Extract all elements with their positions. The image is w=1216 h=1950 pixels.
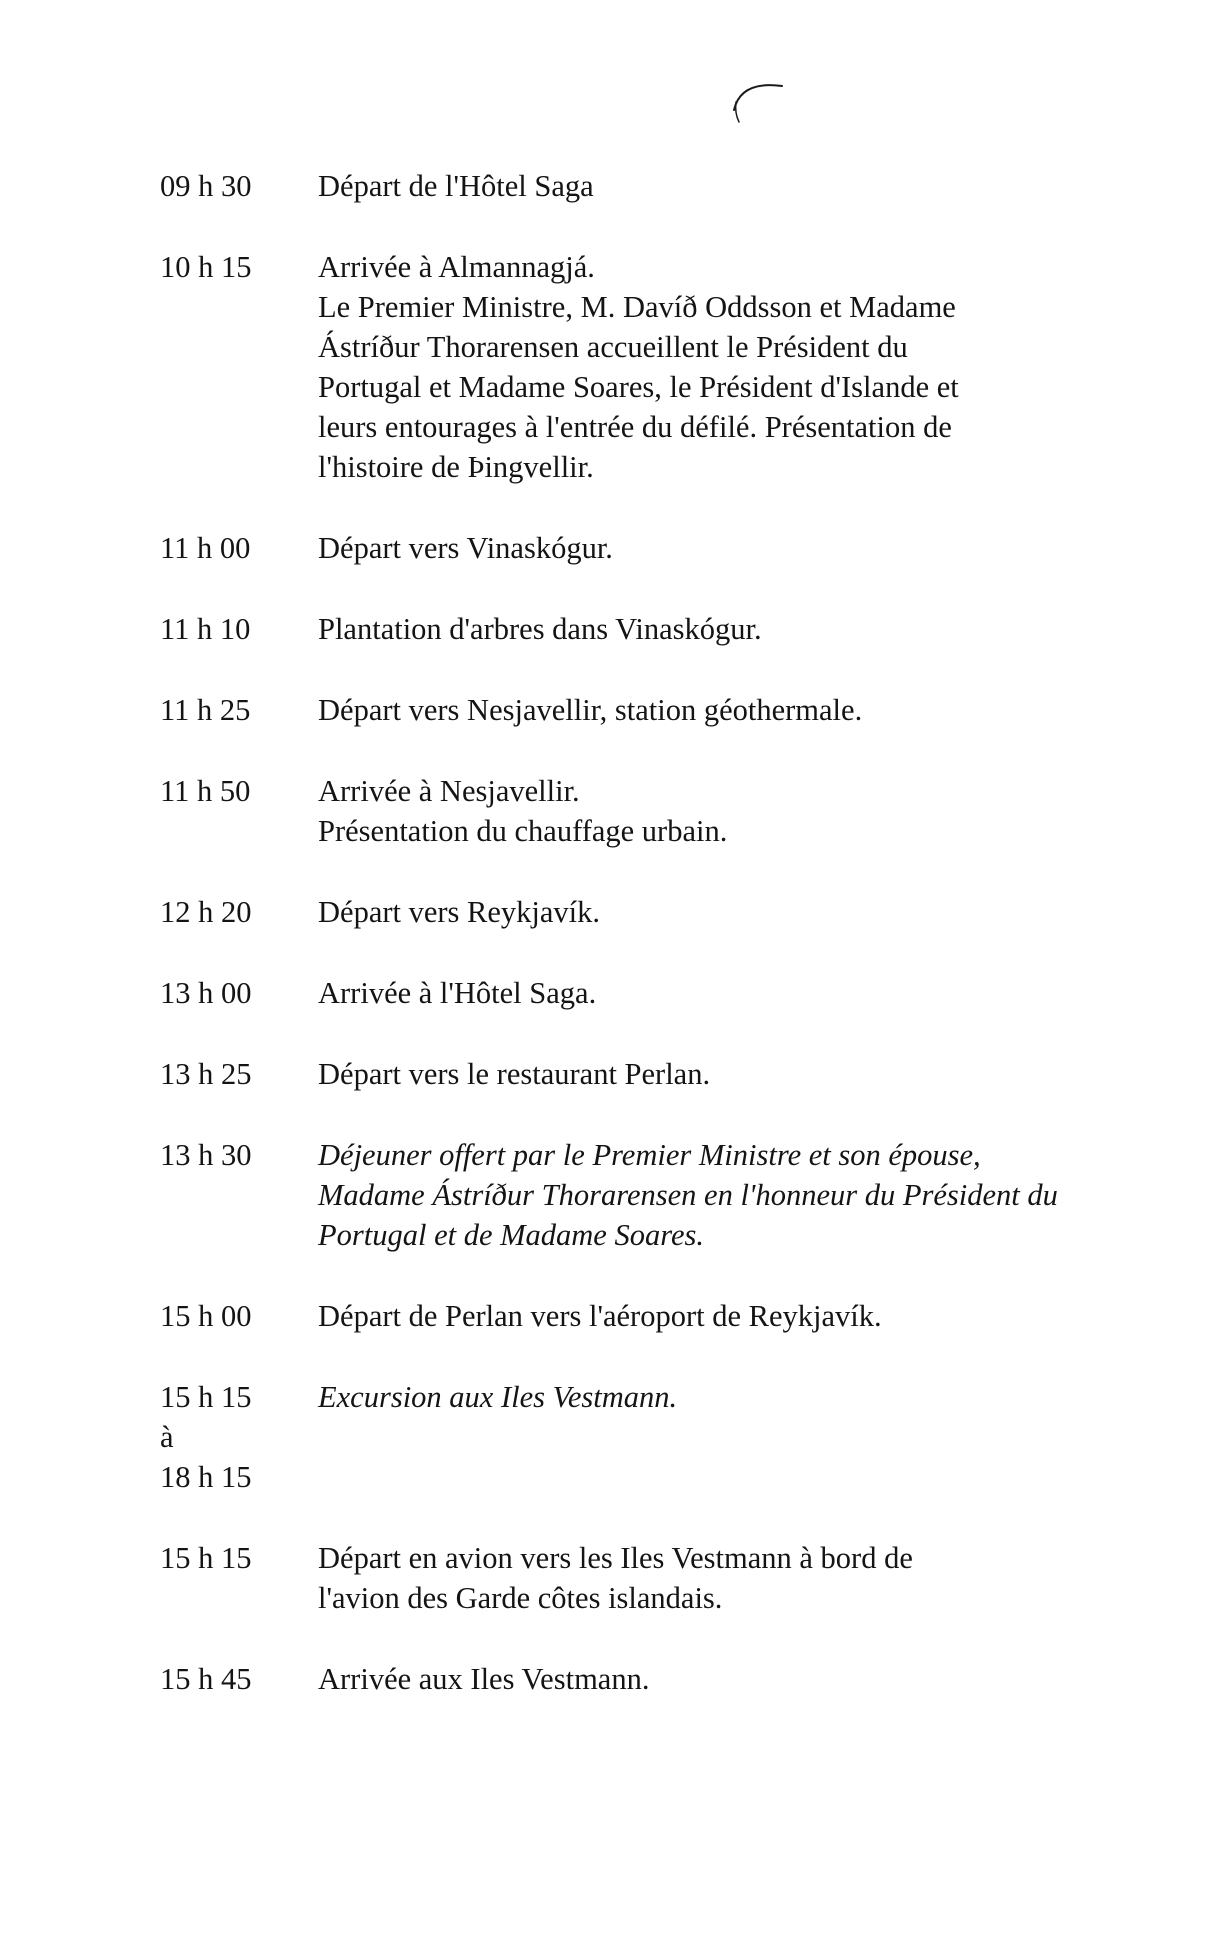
time-column [160, 166, 318, 206]
schedule-description-line: Arrivée à Nesjavellir. [318, 774, 580, 808]
time-column [160, 609, 318, 649]
schedule-description-line: Déjeuner offert par le Premier Ministre et son épouse, [318, 1138, 981, 1172]
description-column [318, 690, 1120, 730]
time-column [160, 892, 318, 932]
schedule-description-line: Départ vers Vinaskógur. [318, 531, 613, 565]
schedule-description-line: Arrivée aux Iles Vestmann. [318, 1662, 650, 1696]
schedule-entry [160, 609, 1120, 649]
schedule-description-line: Présentation du chauffage urbain. [318, 814, 728, 848]
schedule-time: 15 h 45 [160, 1662, 252, 1696]
schedule-time: 15 h 15 [160, 1380, 252, 1414]
schedule-description-line: Départ de l'Hôtel Saga [318, 169, 594, 203]
schedule-time: 15 h 00 [160, 1299, 252, 1333]
time-column [160, 1538, 318, 1578]
schedule-description-line: leurs entourages à l'entrée du défilé. Présentation de [318, 410, 952, 444]
time-column [160, 1135, 318, 1175]
schedule-time: 09 h 30 [160, 169, 252, 203]
description-column [318, 973, 1120, 1013]
description-column [318, 528, 1120, 568]
schedule-entry [160, 973, 1120, 1013]
time-column [160, 771, 318, 811]
schedule-time: 13 h 30 [160, 1138, 252, 1172]
description-column [318, 1054, 1120, 1094]
schedule-time: 11 h 25 [160, 693, 251, 727]
time-column [160, 1377, 318, 1497]
description-column [318, 1377, 1120, 1417]
schedule-description-line: Départ vers Nesjavellir, station géothermale. [318, 693, 863, 727]
schedule-description-line: Plantation d'arbres dans Vinaskógur. [318, 612, 762, 646]
description-column [318, 609, 1120, 649]
schedule-time: 11 h 50 [160, 774, 251, 808]
schedule-entry [160, 1377, 1120, 1497]
time-column [160, 1296, 318, 1336]
schedule-description-line: Excursion aux Iles Vestmann. [318, 1380, 678, 1414]
schedule-description-line: Ástríður Thorarensen accueillent le Président du [318, 330, 908, 364]
schedule-description-line: Le Premier Ministre, M. Davíð Oddsson et Madame [318, 290, 956, 324]
schedule-description-line: Départ de Perlan vers l'aéroport de Reykjavík. [318, 1299, 882, 1333]
handwritten-corner-mark [730, 70, 790, 130]
schedule-entry [160, 166, 1120, 206]
schedule-description-line: Départ vers Reykjavík. [318, 895, 601, 929]
schedule-description-line: Arrivée à Almannagjá. [318, 250, 595, 284]
time-column [160, 973, 318, 1013]
schedule-description-line: l'histoire de Þingvellir. [318, 450, 594, 484]
time-column [160, 1054, 318, 1094]
time-column [160, 247, 318, 287]
schedule-description-line: Portugal et Madame Soares, le Président d'Islande et [318, 370, 959, 404]
schedule-entry [160, 528, 1120, 568]
schedule-time: 13 h 00 [160, 976, 252, 1010]
schedule-time: 11 h 00 [160, 531, 251, 565]
schedule-entry [160, 247, 1120, 487]
schedule-entry [160, 1538, 1120, 1618]
schedule-time: 10 h 15 [160, 250, 252, 284]
time-column [160, 690, 318, 730]
schedule-time: 12 h 20 [160, 895, 252, 929]
schedule-entry [160, 771, 1120, 851]
time-column [160, 528, 318, 568]
description-column [318, 1659, 1120, 1699]
schedule-entry [160, 1659, 1120, 1699]
schedule-entry [160, 892, 1120, 932]
schedule-time: à [160, 1420, 174, 1454]
schedule-description-line: Arrivée à l'Hôtel Saga. [318, 976, 597, 1010]
schedule-description-line: Départ en avion vers les Iles Vestmann à bord de [318, 1541, 913, 1575]
schedule-description-line: Madame Ástríður Thorarensen en l'honneur du Président du [318, 1178, 1058, 1212]
description-column [318, 166, 1120, 206]
schedule-list [160, 166, 1120, 1740]
description-column [318, 1135, 1120, 1255]
time-column [160, 1659, 318, 1699]
schedule-time: 15 h 15 [160, 1541, 252, 1575]
schedule-entry [160, 1296, 1120, 1336]
description-column [318, 247, 1120, 487]
schedule-time: 18 h 15 [160, 1460, 252, 1494]
schedule-entry [160, 690, 1120, 730]
description-column [318, 892, 1120, 932]
description-column [318, 1538, 1120, 1618]
description-column [318, 771, 1120, 851]
schedule-description-line: Départ vers le restaurant Perlan. [318, 1057, 711, 1091]
schedule-time: 13 h 25 [160, 1057, 252, 1091]
description-column [318, 1296, 1120, 1336]
schedule-entry [160, 1054, 1120, 1094]
schedule-entry [160, 1135, 1120, 1255]
schedule-time: 11 h 10 [160, 612, 251, 646]
schedule-description-line: Portugal et de Madame Soares. [318, 1218, 704, 1252]
schedule-description-line: l'avion des Garde côtes islandais. [318, 1581, 723, 1615]
